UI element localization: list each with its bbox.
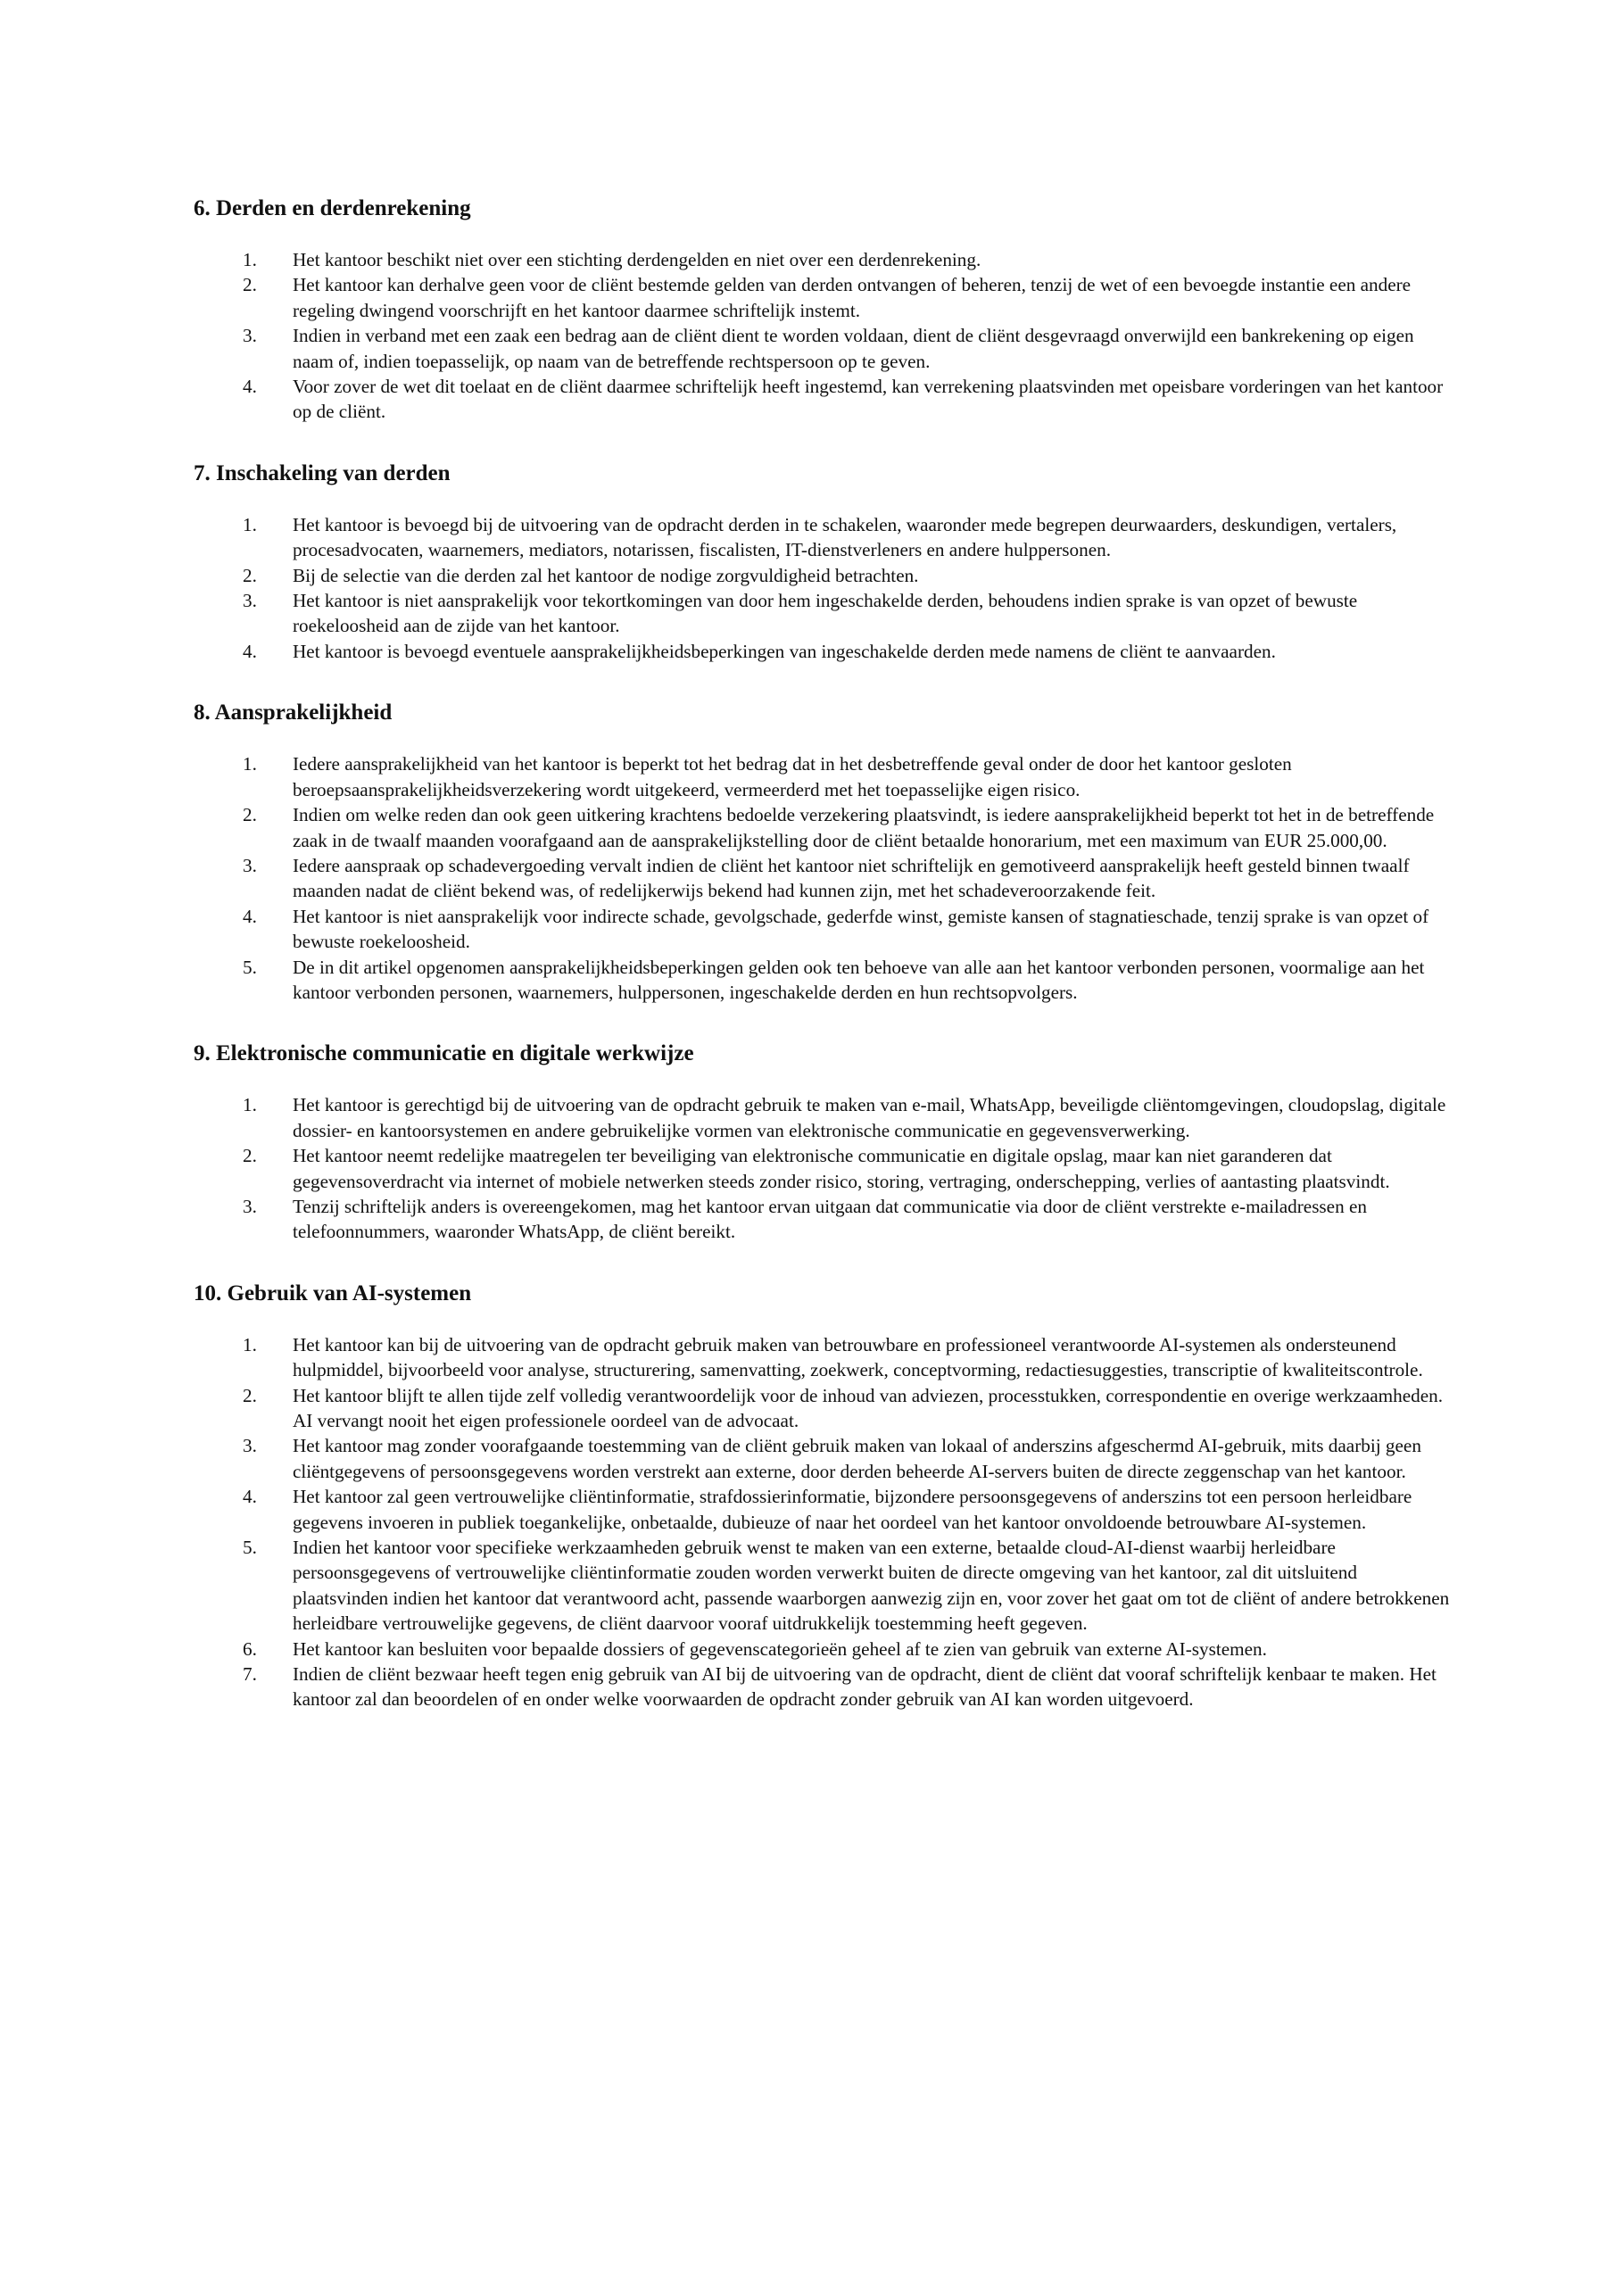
section-spacer <box>194 664 1453 700</box>
section-8 <box>194 700 1453 1040</box>
section-6 <box>194 195 1453 460</box>
list-item-number: 3. <box>243 854 257 876</box>
list-item-text: Het kantoor mag zonder voorafgaande toestemming van de cliënt gebruik maken van lokaal of anderszins afgeschermd AI-gebruik, mits daarbij geen cliëntgegevens of persoonsgegevens worden verstrekt aan externe, door derden beheerde AI-servers buiten de directe zeggenschap van het kantoor. <box>293 1435 1421 1482</box>
list-item-text: Tenzij schriftelijk anders is overeengekomen, mag het kantoor ervan uitgaan dat communicatie via door de cliënt verstrekte e-mailadressen en telefoonnummers, waaronder WhatsApp, de cliënt bereikt. <box>293 1195 1367 1243</box>
list-item <box>194 1143 1453 1194</box>
section-heading: 7. Inschakeling van derden <box>194 460 451 485</box>
list-item <box>194 247 1453 272</box>
document-page <box>194 195 1453 1712</box>
list-item-number: 1. <box>243 1333 257 1355</box>
list-item-text: Het kantoor beschikt niet over een stichting derdengelden en niet over een derdenrekening. <box>293 249 981 270</box>
list-item-number: 4. <box>243 1486 257 1508</box>
list-item <box>194 1637 1453 1662</box>
list-item-text: Indien in verband met een zaak een bedrag aan de cliënt dient te worden voldaan, dient de cliënt desgevraagd onverwijld een bankrekening op eigen naam of, indien toepasselijk, op naam van de betreffende rechtspersoon op te geven. <box>293 325 1414 372</box>
section-7 <box>194 460 1453 700</box>
list-item <box>194 853 1453 904</box>
list-item-text: Indien de cliënt bezwaar heeft tegen enig gebruik van AI bij de uitvoering van de opdracht, dient de cliënt dat vooraf schriftelijk kenbaar te maken. Het kantoor zal dan beoordelen of en onder welke voorwaarden de opdracht zonder gebruik van AI kan worden uitgevoerd. <box>293 1663 1437 1711</box>
section-heading: 6. Derden en derdenrekening <box>194 196 471 220</box>
list-item-number: 1. <box>243 513 257 535</box>
list-item-number: 4. <box>243 640 257 662</box>
list-item <box>194 1383 1453 1434</box>
list-item-number: 3. <box>243 1435 257 1457</box>
list-item-number: 2. <box>243 274 257 296</box>
list-item-number: 6. <box>243 1637 257 1660</box>
section-spacer <box>194 1005 1453 1040</box>
list-item-number: 4. <box>243 905 257 927</box>
list-item-number: 2. <box>243 1145 257 1167</box>
list-item-number: 5. <box>243 956 257 978</box>
list-item <box>194 751 1453 802</box>
list-item-text: De in dit artikel opgenomen aansprakelijkheidsbeperkingen gelden ook ten behoeve van alle aan het kantoor verbonden personen, voormalige aan het kantoor verbonden personen, waarnemers, hulppersonen, ingeschakelde derden en hun rechtsopvolgers. <box>293 956 1425 1003</box>
list-item-number: 3. <box>243 590 257 612</box>
numbered-list <box>194 1332 1453 1712</box>
numbered-list <box>194 1092 1453 1244</box>
list-item <box>194 1662 1453 1712</box>
list-item-number: 4. <box>243 376 257 398</box>
section-10 <box>194 1281 1453 1712</box>
list-item-text: Het kantoor is bevoegd eventuele aansprakelijkheidsbeperkingen van ingeschakelde derden mede namens de cliënt te aanvaarden. <box>293 640 1276 662</box>
list-item <box>194 955 1453 1006</box>
numbered-list <box>194 247 1453 425</box>
section-heading: 10. Gebruik van AI-systemen <box>194 1281 472 1305</box>
list-item <box>194 1092 1453 1143</box>
list-item-text: Iedere aansprakelijkheid van het kantoor is beperkt tot het bedrag dat in het desbetreffende geval onder de door het kantoor gesloten beroepsaansprakelijkheidsverzekering wordt uitgekeerd, vermeerderd met het toepasselijke eigen risico. <box>293 753 1292 800</box>
list-item-number: 2. <box>243 1384 257 1406</box>
list-item-text: Het kantoor is bevoegd bij de uitvoering van de opdracht derden in te schakelen, waaronder mede begrepen deurwaarders, deskundigen, vertalers, procesadvocaten, waarnemers, mediators, notarissen, fiscalisten, IT-dienstverleners en andere hulppersonen. <box>293 513 1397 561</box>
list-item <box>194 563 1453 588</box>
list-item-text: Het kantoor kan derhalve geen voor de cliënt bestemde gelden van derden ontvangen of beheren, tenzij de wet of een bevoegde instantie een andere regeling dwingend voorschrijft en het kantoor daarmee schriftelijk instemt. <box>293 274 1412 321</box>
list-item-number: 1. <box>243 249 257 270</box>
list-item <box>194 1484 1453 1535</box>
section-heading: 9. Elektronische communicatie en digitale werkwijze <box>194 1041 694 1066</box>
list-item <box>194 904 1453 955</box>
list-item-text: Het kantoor blijft te allen tijde zelf volledig verantwoordelijk voor de inhoud van adviezen, processtukken, correspondentie en overige werkzaamheden. AI vervangt nooit het eigen professionele oordeel van de advocaat. <box>293 1384 1444 1431</box>
list-item-number: 2. <box>243 564 257 586</box>
list-item <box>194 1433 1453 1484</box>
list-item-text: Het kantoor is gerechtigd bij de uitvoering van de opdracht gebruik te maken van e-mail, WhatsApp, beveiligde cliëntomgevingen, cloudopslag, digitale dossier- en kantoorsystemen en andere gebruikelijke vormen van elektronische communicatie en gegevensverwerking. <box>293 1094 1446 1141</box>
list-item-text: Het kantoor kan besluiten voor bepaalde dossiers of gegevenscategorieën geheel af te zien van gebruik van externe AI-systemen. <box>293 1637 1267 1660</box>
list-item-number: 3. <box>243 325 257 347</box>
list-item <box>194 1194 1453 1245</box>
list-item-text: Iedere aanspraak op schadevergoeding vervalt indien de cliënt het kantoor niet schriftelijk en gemotiveerd aansprakelijk heeft gesteld binnen twaalf maanden nadat de cliënt bekend was, of redelijkerwijs bekend had kunnen zijn, met het schadeveroorzakende feit. <box>293 854 1410 902</box>
list-item <box>194 323 1453 374</box>
list-item-text: Indien het kantoor voor specifieke werkzaamheden gebruik wenst te maken van een externe, betaalde cloud-AI-dienst waarbij herleidbare persoonsgegevens of vertrouwelijke cliëntinformatie zouden worden verwerkt buiten de directe omgeving van het kantoor, zal dit uitsluitend plaatsvinden indien het kantoor dat verantwoord acht, passende waarborgen aanwezig zijn en, voor zover het gaat om tot de cliënt of andere betrokkenen herleidbare vertrouwelijke gegevens, de cliënt daarvoor vooraf uitdrukkelijk toestemming heeft gegeven. <box>293 1537 1450 1635</box>
section-spacer <box>194 425 1453 460</box>
list-item-text: Indien om welke reden dan ook geen uitkering krachtens bedoelde verzekering plaatsvindt, is iedere aansprakelijkheid beperkt tot het in de betreffende zaak in de twaalf maanden voorafgaand aan de aansprakelijkstelling door de cliënt betaalde honorarium, met een maximum van EUR 25.000,00. <box>293 804 1435 851</box>
list-item-number: 7. <box>243 1663 257 1686</box>
list-item <box>194 802 1453 853</box>
section-9 <box>194 1040 1453 1280</box>
list-item-number: 1. <box>243 1094 257 1116</box>
list-item <box>194 588 1453 639</box>
numbered-list <box>194 512 1453 664</box>
list-item-text: Het kantoor kan bij de uitvoering van de opdracht gebruik maken van betrouwbare en professioneel verantwoorde AI-systemen als ondersteunend hulpmiddel, bijvoorbeeld voor analyse, structurering, samenvatting, zoekwerk, conceptvorming, redactiesuggesties, transcriptie of kwaliteitscontrole. <box>293 1333 1423 1381</box>
list-item-text: Het kantoor is niet aansprakelijk voor indirecte schade, gevolgschade, gederfde winst, gemiste kansen of stagnatieschade, tenzij sprake is van opzet of bewuste roekeloosheid. <box>293 905 1429 953</box>
list-item <box>194 1535 1453 1637</box>
list-item <box>194 272 1453 323</box>
list-item-text: Het kantoor zal geen vertrouwelijke cliëntinformatie, strafdossierinformatie, bijzondere persoonsgegevens of anderszins tot een persoon herleidbare gegevens invoeren in publiek toegankelijke, onbetaalde, dubieuze of naar het oordeel van het kantoor onvoldoende betrouwbare AI-systemen. <box>293 1486 1412 1533</box>
list-item-number: 3. <box>243 1195 257 1217</box>
list-item <box>194 374 1453 425</box>
numbered-list <box>194 751 1453 1005</box>
list-item <box>194 1332 1453 1383</box>
section-heading: 8. Aansprakelijkheid <box>194 700 393 725</box>
list-item <box>194 512 1453 563</box>
list-item-text: Het kantoor neemt redelijke maatregelen ter beveiliging van elektronische communicatie en digitale opslag, maar kan niet garanderen dat gegevensoverdracht via internet of mobiele netwerken steeds zonder risico, storing, vertraging, onderschepping, verlies of aantasting plaatsvindt. <box>293 1145 1390 1192</box>
section-spacer <box>194 1245 1453 1281</box>
list-item-text: Het kantoor is niet aansprakelijk voor tekortkomingen van door hem ingeschakelde derden, behoudens indien sprake is van opzet of bewuste roekeloosheid aan de zijde van het kantoor. <box>293 590 1358 637</box>
list-item-number: 1. <box>243 753 257 775</box>
list-item-text: Voor zover de wet dit toelaat en de cliënt daarmee schriftelijk heeft ingestemd, kan verrekening plaatsvinden met opeisbare vorderingen van het kantoor op de cliënt. <box>293 376 1444 423</box>
list-item-text: Bij de selectie van die derden zal het kantoor de nodige zorgvuldigheid betrachten. <box>293 564 919 586</box>
list-item-number: 2. <box>243 804 257 826</box>
list-item-number: 5. <box>243 1537 257 1559</box>
list-item <box>194 639 1453 664</box>
